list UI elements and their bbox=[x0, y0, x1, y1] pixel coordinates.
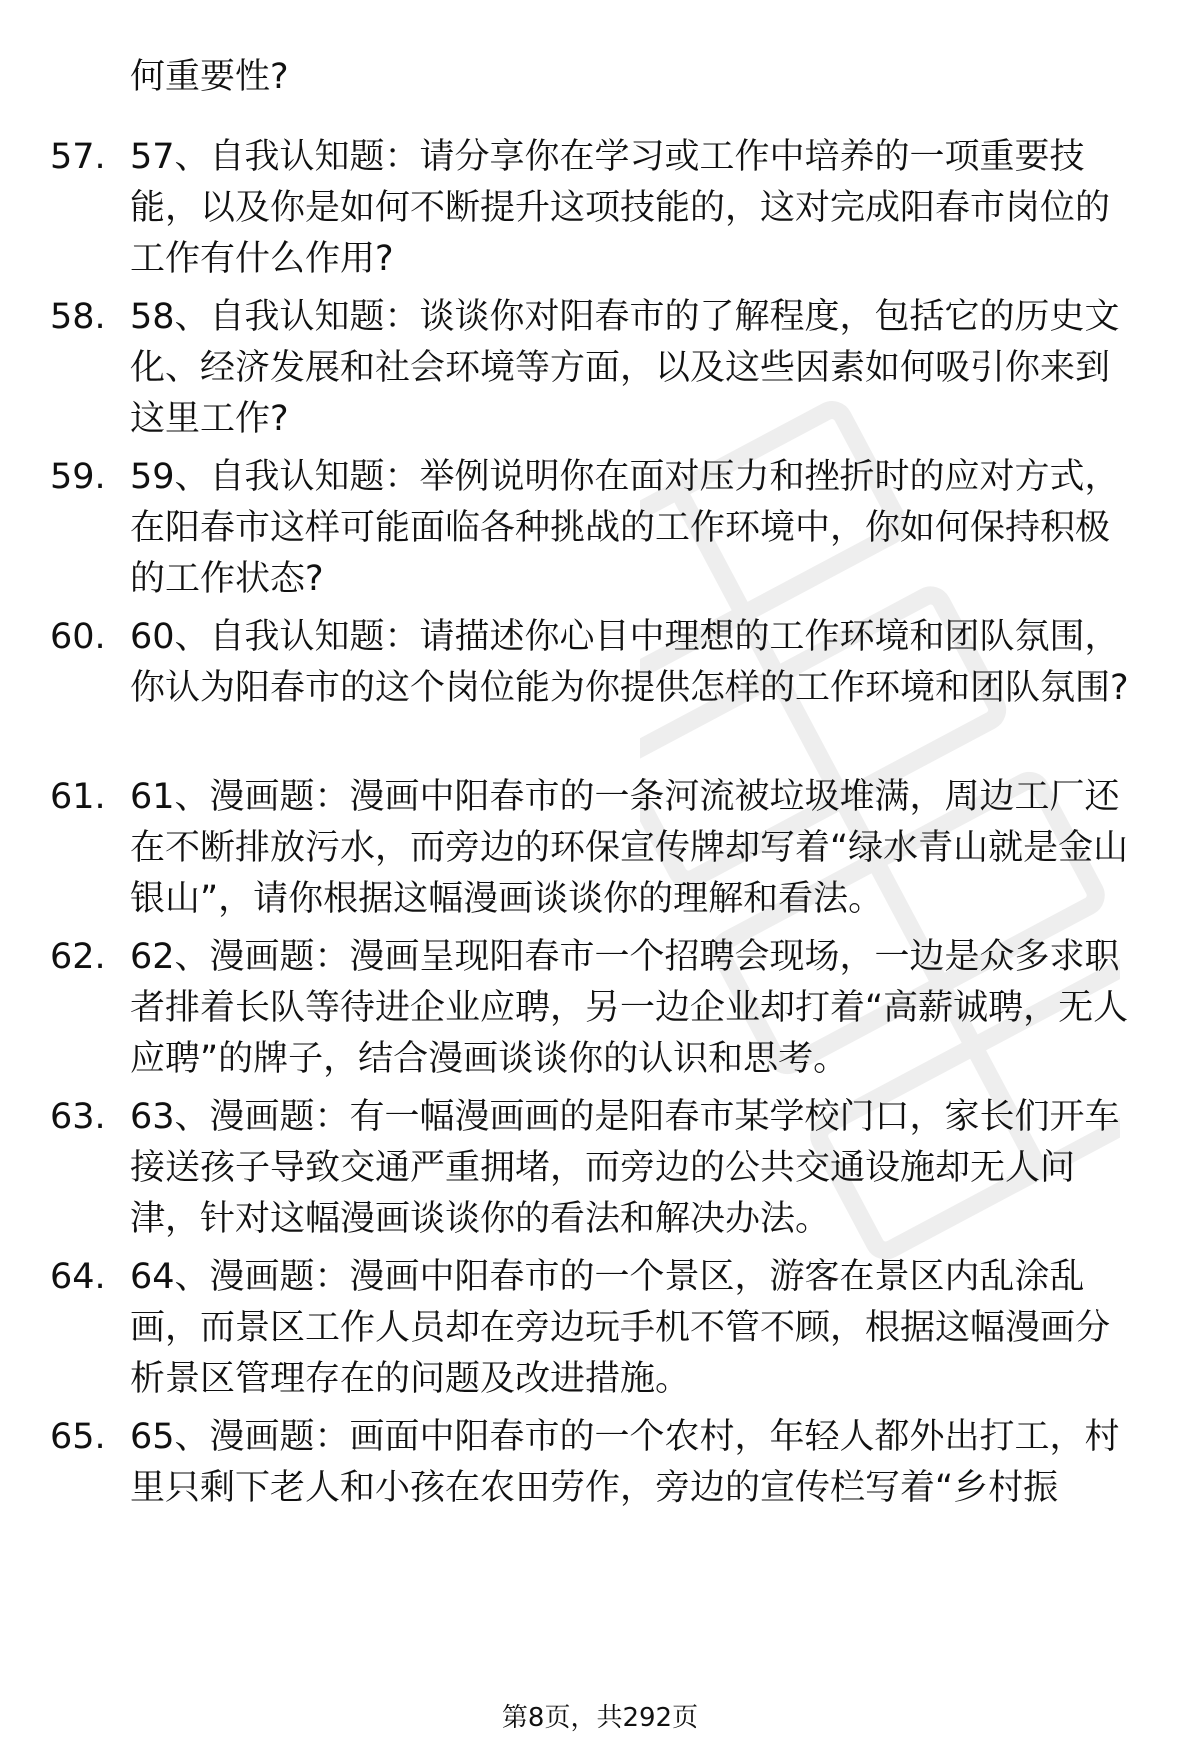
item-text: 58、自我认知题：谈谈你对阳春市的了解程度，包括它的历史文化、经济发展和社会环境等方面，以及这些因素如何吸引你来到这里工作? bbox=[130, 297, 1120, 439]
item-number: 59. bbox=[50, 457, 106, 497]
page-footer: 第8页，共292页 bbox=[501, 1703, 699, 1733]
item-text: 61、漫画题：漫画中阳春市的一条河流被垃圾堆满，周边工厂还在不断排放污水，而旁边的环保宣传牌却写着“绿水青山就是金山银山”，请你根据这幅漫画谈谈你的理解和看法。 bbox=[130, 777, 1129, 919]
item-text: 60、自我认知题：请描述你心目中理想的工作环境和团队氛围，你认为阳春市的这个岗位能为你提供怎样的工作环境和团队氛围? bbox=[130, 617, 1129, 708]
item-number: 62. bbox=[50, 937, 106, 977]
item-number: 64. bbox=[50, 1257, 106, 1297]
item-number: 57. bbox=[50, 137, 106, 177]
item-number: 63. bbox=[50, 1097, 106, 1137]
item-text: 62、漫画题：漫画呈现阳春市一个招聘会现场，一边是众多求职者排着长队等待进企业应聘，另一边企业却打着“高薪诚聘，无人应聘”的牌子，结合漫画谈谈你的认识和思考。 bbox=[130, 937, 1129, 1079]
item-text: 57、自我认知题：请分享你在学习或工作中培养的一项重要技能，以及你是如何不断提升这项技能的，这对完成阳春市岗位的工作有什么作用? bbox=[130, 137, 1111, 279]
item-number: 65. bbox=[50, 1417, 106, 1457]
item-text: 59、自我认知题：举例说明你在面对压力和挫折时的应对方式，在阳春市这样可能面临各种挑战的工作环境中，你如何保持积极的工作状态? bbox=[130, 457, 1120, 599]
item-number: 60. bbox=[50, 617, 106, 657]
item-text: 65、漫画题：画面中阳春市的一个农村，年轻人都外出打工，村里只剩下老人和小孩在农田劳作，旁边的宣传栏写着“乡村振 bbox=[130, 1417, 1120, 1508]
item-text: 63、漫画题：有一幅漫画画的是阳春市某学校门口，家长们开车接送孩子导致交通严重拥堵，而旁边的公共交通设施却无人问津，针对这幅漫画谈谈你的看法和解决办法。 bbox=[130, 1097, 1120, 1239]
item-text: 64、漫画题：漫画中阳春市的一个景区，游客在景区内乱涂乱画，而景区工作人员却在旁边玩手机不管不顾，根据这幅漫画分析景区管理存在的问题及改进措施。 bbox=[130, 1257, 1111, 1399]
continuation-text: 何重要性? bbox=[130, 57, 289, 97]
item-number: 58. bbox=[50, 297, 106, 337]
item-number: 61. bbox=[50, 777, 106, 817]
